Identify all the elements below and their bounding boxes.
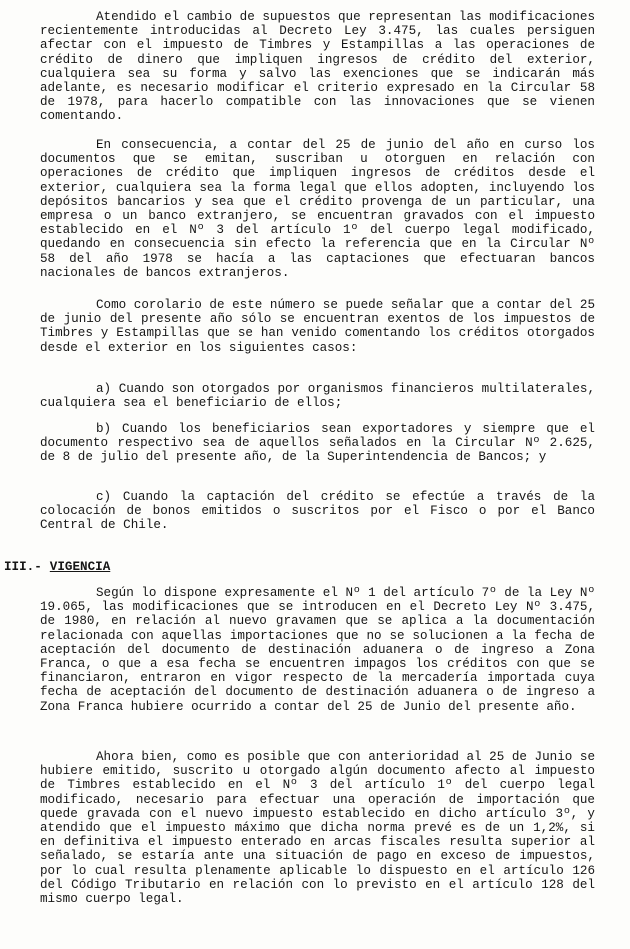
paragraph-corolario: Como corolario de este número se puede señalar que a contar del 25 de junio del presente año sólo se encuentran exentos de los impuestos de Timbres y Estampillas que se han venido comentando los créditos otorgados desde el exterior en los siguientes casos: bbox=[40, 298, 595, 355]
section-heading bbox=[4, 560, 110, 574]
paragraph-supuestos: Atendido el cambio de supuestos que representan las modificaciones recientemente introducidas al Decreto Ley 3.475, las cuales persiguen afectar con el impuesto de Timbres y Estampillas a las operaciones de crédito de dinero que impliquen ingresos de crédito del exterior, cualquiera sea su forma y salvo las exenciones que se indicarán más adelante, es necesario modificar el criterio expresado en la Circular 58 de 1978, para hacerlo compatible con las innovaciones que se vienen comentando. bbox=[40, 10, 595, 124]
list-item-a: a) Cuando son otorgados por organismos financieros multilaterales, cualquiera sea el beneficiario de ellos; bbox=[40, 382, 595, 411]
paragraph-consecuencia: En consecuencia, a contar del 25 de junio del año en curso los documentos que se emitan, suscriban u otorguen en relación con operaciones de crédito que impliquen ingresos de créditos desde el exterior, cualquiera sea la forma legal que ellos adopten, incluyendo los depósitos bancarios y sea que el crédito provenga de un particular, una empresa o un banco extranjero, se encuentran gravados con el impuesto establecido en el Nº 3 del artículo 1º del cuerpo legal modificado, quedando en consecuencia sin efecto la referencia que en la Circular Nº 58 del año 1978 se hacía a las captaciones que efectuaran bancos nacionales de bancos extranjeros. bbox=[40, 138, 595, 280]
section-title: VIGENCIA bbox=[49, 560, 111, 574]
paragraph-vigencia: Según lo dispone expresamente el Nº 1 del artículo 7º de la Ley Nº 19.065, las modificaciones que se introducen en el Decreto Ley Nº 3.475, de 1980, en relación al nuevo gravamen que se aplica a la documentación relacionada con aquellas importaciones que no se solucionen a la fecha de aceptación del documento de destinación aduanera o de ingreso a Zona Franca, o que a esa fecha se encuentren impagos los créditos con que se financiaron, entraron en vigor respecto de la mercadería importada cuya fecha de aceptación del documento de destinación aduanera o de ingreso a Zona Franca hubiere ocurrido a contar del 25 de Junio del presente año. bbox=[40, 586, 595, 714]
list-item-b: b) Cuando los beneficiarios sean exportadores y siempre que el documento respectivo sea de aquellos señalados en la Circular Nº 2.625, de 8 de julio del presente año, de la Superintendencia de Bancos; y bbox=[40, 422, 595, 465]
section-number: III.- bbox=[4, 560, 42, 574]
paragraph-ahora-bien: Ahora bien, como es posible que con anterioridad al 25 de Junio se hubiere emitido, suscrito u otorgado algún documento afecto al impuesto de Timbres establecido en el Nº 3 del artículo 1º del cuerpo legal modificado, necesario para efectuar una operación de importación que quede gravada con el nuevo impuesto establecido en dicho artículo 3º, y atendido que el impuesto máximo que dicha norma prevé es de un 1,2%, si en definitiva el impuesto enterado en arcas fiscales resulta superior al señalado, se estaría ante una situación de pago en exceso de impuestos, por lo cual resulta plenamente aplicable lo dispuesto en el artículo 126 del Código Tributario en relación con lo previsto en el artículo 128 del mismo cuerpo legal. bbox=[40, 750, 595, 907]
list-item-c: c) Cuando la captación del crédito se efectúe a través de la colocación de bonos emitidos o suscritos por el Fisco o por el Banco Central de Chile. bbox=[40, 490, 595, 533]
